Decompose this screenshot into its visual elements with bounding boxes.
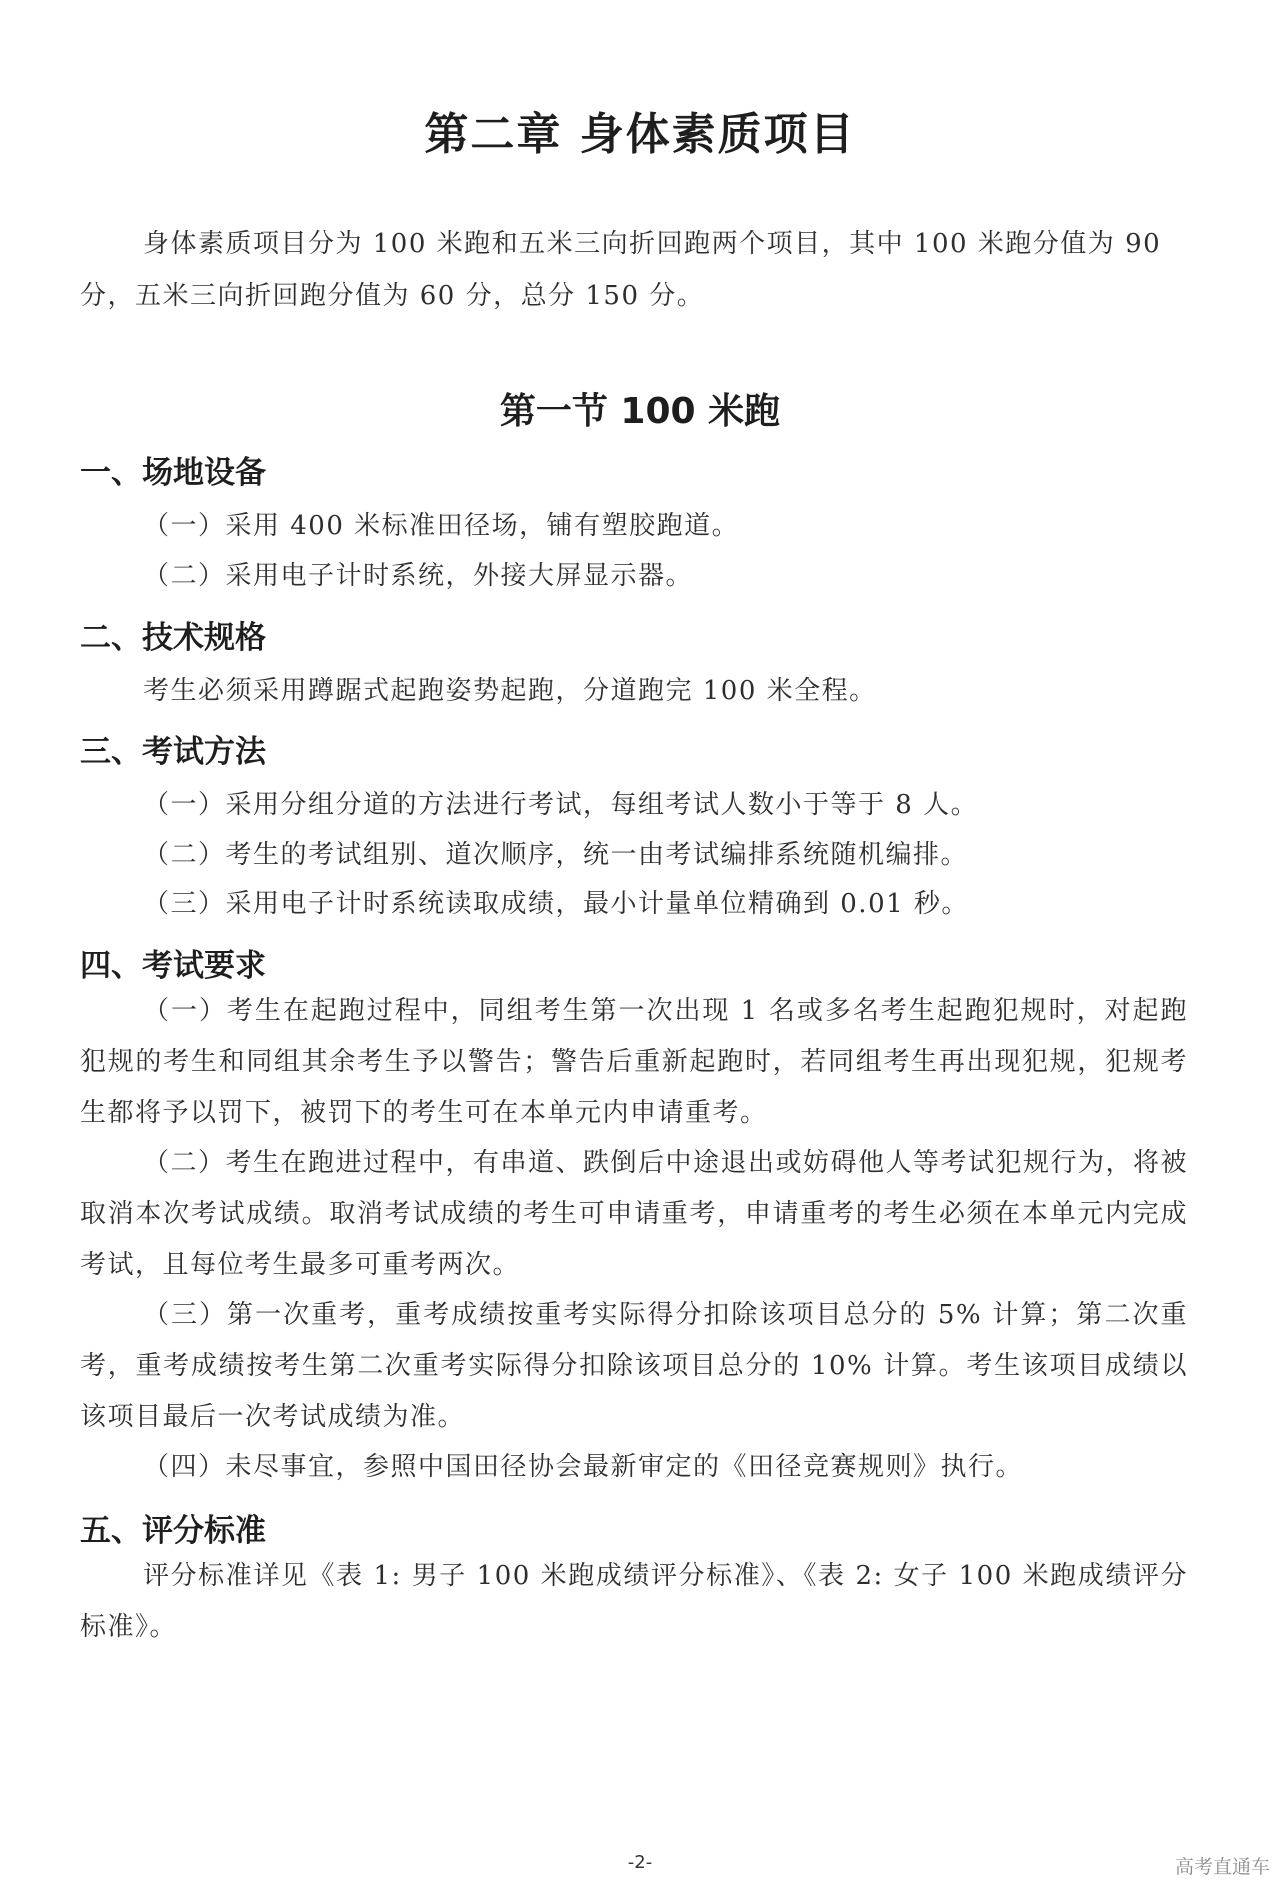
method-item-1: （一）采用分组分道的方法进行考试，每组考试人数小于等于 8 人。 (143, 790, 979, 820)
requirement-paragraph-3: （三）第一次重考，重考成绩按重考实际得分扣除该项目总分的 5% 计算；第二次重考，重考成绩按考生第二次重考实际得分扣除该项目总分的 10% 计算。考生该项目成绩以该项目最后一次考试成绩为准。 (80, 1300, 1188, 1432)
technical-spec-text: 考生必须采用蹲踞式起跑姿势起跑，分道跑完 100 米全程。 (143, 676, 877, 706)
heading-scoring-standard: 五、评分标准 (80, 1513, 266, 1549)
requirement-paragraph-1: （一）考生在起跑过程中，同组考生第一次出现 1 名或多名考生起跑犯规时，对起跑犯规的考生和同组其余考生予以警告；警告后重新起跑时，若同组考生再出现犯规，犯规考生都将予以罚下，被罚下的考生可在本单元内申请重考。 (80, 996, 1188, 1128)
scoring-standard-paragraph: 评分标准详见《表 1: 男子 100 米跑成绩评分标准》、《表 2: 女子 100 米跑成绩评分标准》。 (80, 1561, 1188, 1642)
chapter-title: 第二章 身体素质项目 (424, 109, 856, 160)
section-title: 第一节 100 米跑 (499, 391, 781, 432)
page-number: -2- (627, 1852, 653, 1873)
heading-venue-equipment: 一、场地设备 (80, 455, 266, 491)
method-item-3: （三）采用电子计时系统读取成绩，最小计量单位精确到 0.01 秒。 (143, 889, 969, 919)
intro-paragraph: 身体素质项目分为 100 米跑和五米三向折回跑两个项目，其中 100 米跑分值为 90 分，五米三向折回跑分值为 60 分，总分 150 分。 (80, 229, 1162, 311)
heading-exam-method: 三、考试方法 (80, 734, 266, 770)
heading-exam-requirements: 四、考试要求 (80, 948, 266, 984)
requirement-paragraph-4: （四）未尽事宜，参照中国田径协会最新审定的《田径竞赛规则》执行。 (143, 1452, 1024, 1482)
venue-item-1: （一）采用 400 米标准田径场，铺有塑胶跑道。 (143, 511, 740, 541)
method-item-2: （二）考生的考试组别、道次顺序，统一由考试编排系统随机编排。 (143, 840, 969, 870)
heading-technical-spec: 二、技术规格 (80, 620, 266, 656)
watermark: 高考直通车 (1174, 1856, 1270, 1878)
venue-item-2: （二）采用电子计时系统，外接大屏显示器。 (143, 561, 694, 591)
requirement-paragraph-2: （二）考生在跑进过程中，有串道、跌倒后中途退出或妨碍他人等考试犯规行为，将被取消本次考试成绩。取消考试成绩的考生可申请重考，申请重考的考生必须在本单元内完成考试，且每位考生最多可重考两次。 (80, 1148, 1189, 1280)
